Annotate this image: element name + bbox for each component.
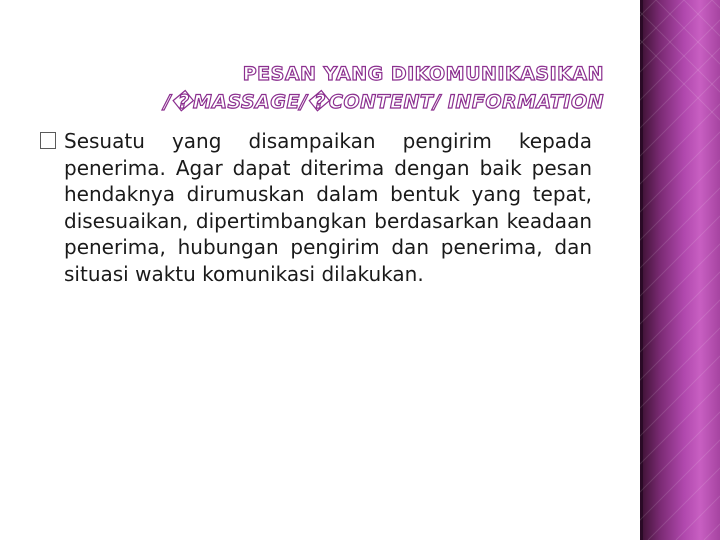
title-line-2: /�MASSAGE/�CONTENT/ INFORMATION bbox=[163, 91, 604, 113]
title-line-1: PESAN YANG DIKOMUNIKASIKAN bbox=[242, 63, 604, 85]
decorative-side-panel bbox=[640, 0, 720, 540]
bullet-item bbox=[40, 128, 592, 287]
content-area bbox=[40, 128, 592, 287]
bullet-text: Sesuatu yang disampaikan pengirim kepada penerima. Agar dapat diterima dengan baik pesan hendaknya dirumuskan dalam bentuk yang tepat, disesuaikan, dipertimbangkan berdasarkan keadaan penerima, hubungan pengirim dan penerima, dan situasi waktu komunikasi dilakukan. bbox=[64, 129, 592, 286]
diamond-pattern bbox=[640, 0, 720, 540]
slide-title bbox=[164, 60, 604, 116]
square-bullet-icon bbox=[40, 132, 56, 149]
